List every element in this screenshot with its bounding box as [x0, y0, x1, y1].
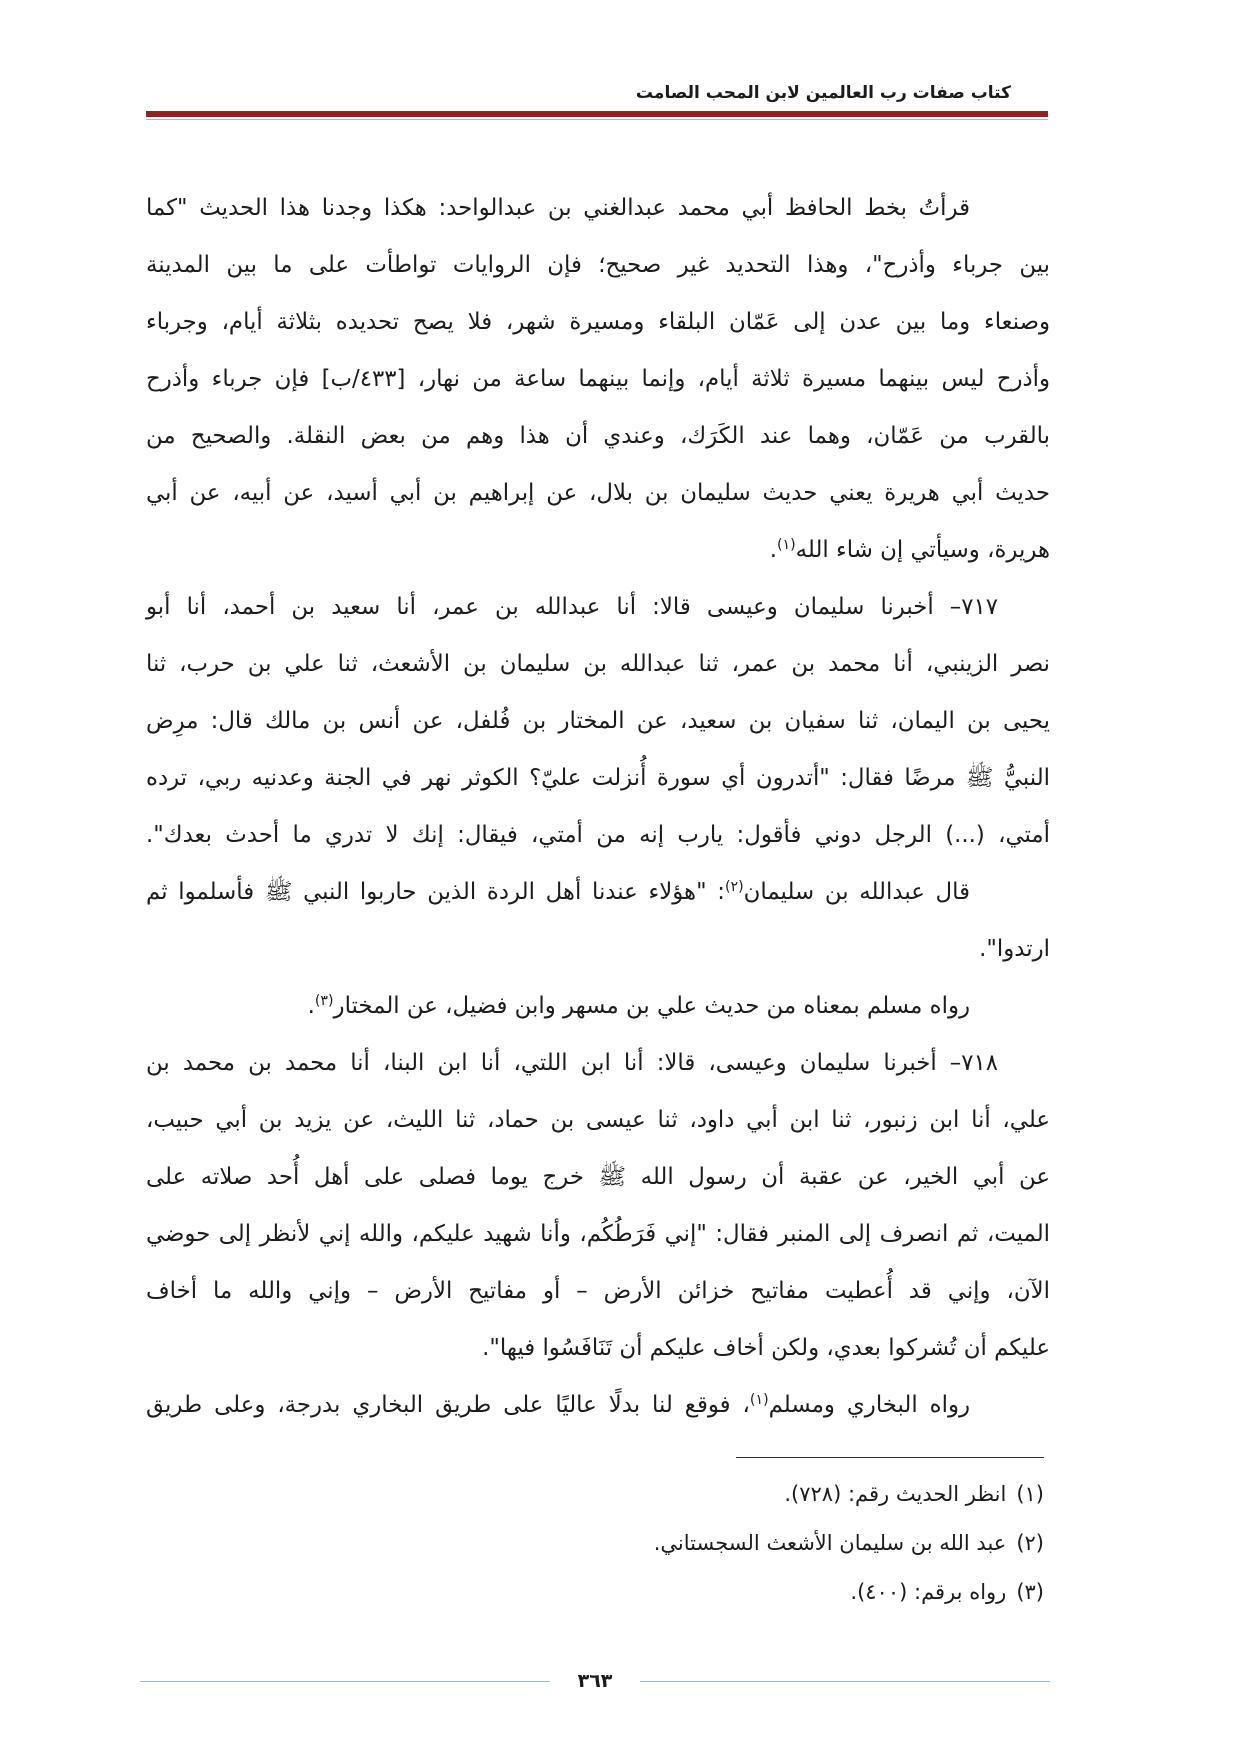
text-line: يحيى بن اليمان، ثنا سفيان بن سعيد، عن المختار بن فُلفل، عن أنس بن مالك قال: مرِض	[146, 708, 1050, 734]
line-segment: : "هؤلاء عندنا أهل الردة الذين حاربوا النبي ﷺ فأسلموا ثم	[146, 879, 725, 905]
footnote-text: رواه برقم: (٤٠٠).	[850, 1580, 1007, 1604]
main-text	[146, 180, 1050, 1434]
paragraph-takhrij-bukhari	[146, 1377, 1050, 1434]
paragraph-takhrij-muslim	[146, 978, 1050, 1035]
page-number: ٣٦٣	[577, 1670, 613, 1692]
text-line: ٧١٨– أخبرنا سليمان وعيسى، قالا: أنا ابن اللتي، أنا ابن البنا، أنا محمد بن محمد بن	[146, 1050, 998, 1076]
text-line: عن أبي الخير، عن عقبة أن رسول الله ﷺ خرج يوما فصلى على أهل أُحد صلاته على	[146, 1164, 1050, 1190]
header-rule-thin	[146, 119, 1048, 120]
text-line: النبيُّ ﷺ مرضًا فقال: "أتدرون أي سورة أُنزلت عليّ؟ الكوثر نهر في الجنة وعدنيه ربي، ترده	[146, 765, 1050, 791]
footnote-marker: (١)	[1016, 1482, 1044, 1506]
paragraph-commentary	[146, 180, 1050, 579]
text-line	[146, 864, 1050, 921]
running-header-title: كتاب صفات رب العالمين لابن المحب الصامت	[635, 83, 1011, 103]
text-line: ٧١٧– أخبرنا سليمان وعيسى قالا: أنا عبدالله بن عمر، أنا سعيد بن أحمد، أنا أبو	[146, 594, 998, 620]
paragraph-hadith-718	[146, 1035, 1050, 1377]
text-line: عليكم أن تُشركوا بعدي، ولكن أخاف عليكم أن تَنَافَسُوا فيها".	[482, 1335, 1050, 1361]
footnote-marker: (٣)	[1016, 1580, 1044, 1604]
text-line: الآن، وإني قد أُعطيت مفاتيح خزائن الأرض – أو مفاتيح الأرض – وإني والله ما أخاف	[146, 1278, 1050, 1304]
line-segment: رواه مسلم بمعناه من حديث علي بن مسهر وابن فضيل، عن المختار	[333, 993, 970, 1019]
footnote-ref: (١)	[776, 537, 796, 554]
text-line	[146, 978, 1050, 1035]
footnote-text: انظر الحديث رقم: (٧٢٨).	[784, 1482, 1007, 1506]
line-segment: رواه البخاري ومسلم	[768, 1392, 971, 1418]
text-line: قرأتُ بخط الحافظ أبي محمد عبدالغني بن عبدالواحد: هكذا وجدنا هذا الحديث "كما	[146, 195, 970, 221]
text-line: نصر الزينبي، أنا محمد بن عمر، ثنا عبدالله بن سليمان بن الأشعث، ثنا علي بن حرب، ثنا	[146, 651, 1050, 677]
footnote-1	[146, 1470, 1044, 1519]
footer-rule-right	[640, 1681, 1050, 1682]
line-segment: قال عبدالله بن سليمان	[743, 879, 971, 905]
footnote-ref: (١)	[749, 1392, 769, 1409]
text-line: حديث أبي هريرة يعني حديث سليمان بن بلال، عن إبراهيم بن أبي أسيد، عن أبيه، عن أبي	[146, 480, 1050, 506]
text-line: الميت، ثم انصرف إلى المنبر فقال: "إني فَرَطُكُم، وأنا شهيد عليكم، والله إني لأنظر إلى حوضي	[146, 1221, 1050, 1247]
line-segment: ، فوقع لنا بدلًا عاليًا على طريق البخاري بدرجة، وعلى طريق	[146, 1392, 750, 1418]
footnote-text: عبد الله بن سليمان الأشعث السجستاني.	[653, 1531, 1007, 1555]
text-line: وصنعاء وما بين عدن إلى عَمّان البلقاء ومسيرة شهر، فلا يصح تحديده بثلاثة أيام، وجرباء	[146, 309, 1050, 335]
line-segment: هريرة، وسيأتي إن شاء الله	[795, 537, 1050, 563]
text-line: أمتي، (...) الرجل دوني فأقول: يارب إنه من أمتي، فيقال: إنك لا تدري ما أحدث بعدك".	[146, 822, 1050, 848]
text-line: بالقرب من عَمّان، وهما عند الكَرَك، وعندي أن هذا وهم من بعض النقلة. والصحيح من	[146, 423, 1050, 449]
text-line: ارتدوا".	[979, 936, 1050, 962]
footnote-2	[146, 1519, 1044, 1568]
footer-rule-left	[140, 1681, 550, 1682]
footnotes	[146, 1470, 1044, 1617]
paragraph-hadith-717	[146, 579, 1050, 864]
header-rule	[146, 111, 1048, 117]
text-line	[146, 522, 1050, 579]
paragraph-comment-abdullah	[146, 864, 1050, 978]
text-line: علي، أنا ابن زنبور، ثنا ابن أبي داود، ثنا عيسى بن حماد، ثنا الليث، عن يزيد بن أبي حبيب،	[146, 1107, 1050, 1133]
line-segment: .	[307, 993, 315, 1019]
line-segment: .	[769, 537, 777, 563]
footnote-ref: (٣)	[314, 993, 334, 1010]
footnote-3	[146, 1568, 1044, 1617]
footnote-separator	[736, 1457, 1044, 1458]
footnote-ref: (٢)	[724, 879, 744, 896]
text-line: وأذرح ليس بينهما مسيرة ثلاثة أيام، وإنما بينهما ساعة من نهار، [٤٣٣/ب] فإن جرباء وأذرح	[146, 366, 1051, 392]
footnote-marker: (٢)	[1016, 1531, 1044, 1555]
text-line	[146, 1377, 1050, 1434]
text-line: بين جرباء وأذرح"، وهذا التحديد غير صحيح؛ فإن الروايات تواطأت على ما بين المدينة	[146, 252, 1050, 278]
